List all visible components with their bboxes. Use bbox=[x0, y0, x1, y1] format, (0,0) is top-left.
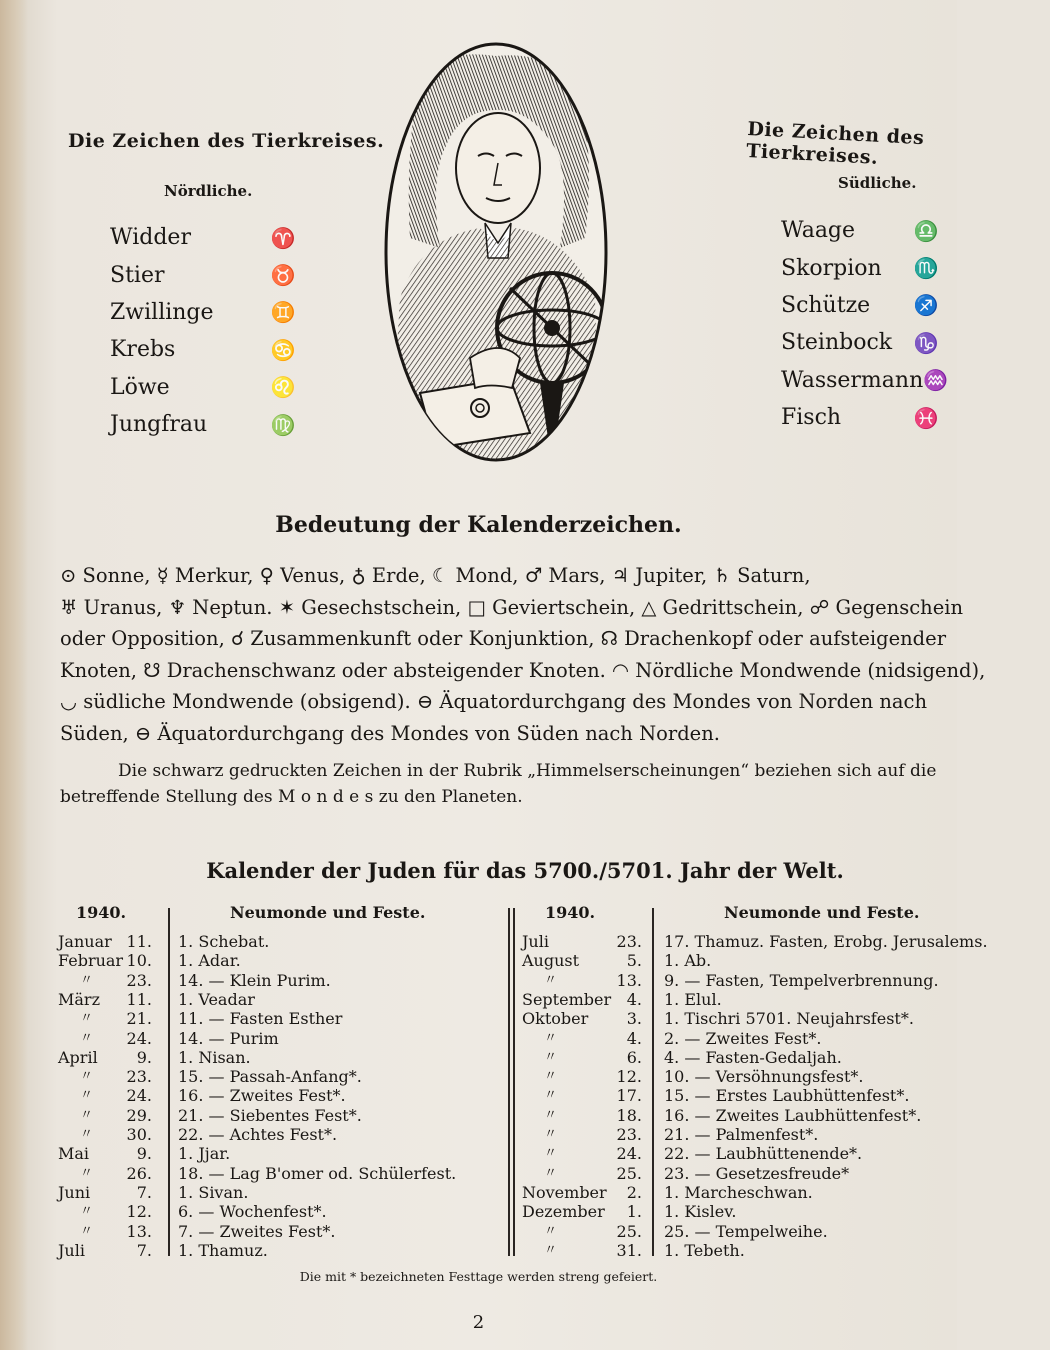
month: 〃 bbox=[80, 1127, 94, 1142]
zodiac-name: Krebs bbox=[110, 337, 176, 363]
zodiac-sign-icon: ♈ bbox=[270, 225, 296, 250]
zodiac-south-row bbox=[781, 362, 949, 399]
day: 17. bbox=[616, 1086, 642, 1106]
day: 23. bbox=[616, 932, 642, 951]
calendar-row bbox=[0, 1029, 957, 1048]
zodiac-name: Löwe bbox=[110, 374, 170, 400]
event: 1. Schebat. bbox=[178, 932, 270, 951]
zodiac-south-subtitle: Südliche. bbox=[838, 174, 917, 192]
day: 6. bbox=[626, 1047, 642, 1067]
month: Oktober bbox=[522, 1009, 589, 1029]
day: 9. bbox=[136, 1047, 152, 1067]
day: 12. bbox=[126, 1202, 152, 1222]
zodiac-sign-icon: ♎ bbox=[913, 218, 939, 243]
day: 2. bbox=[626, 1182, 642, 1202]
month: Juli bbox=[522, 932, 549, 951]
legend-line: ◡ südliche Mondwende (obsigend). ⊖ Äquatordurchgang des Mondes von Norden nach bbox=[60, 690, 928, 714]
zodiac-north-row bbox=[110, 369, 300, 406]
calendar-row bbox=[0, 990, 957, 1009]
day: 5. bbox=[626, 951, 642, 971]
day: 31. bbox=[616, 1240, 642, 1260]
calendar-row bbox=[0, 1241, 957, 1260]
month: Februar bbox=[58, 951, 124, 971]
zodiac-north-list bbox=[110, 219, 300, 443]
event: 16. — Zweites Fest*. bbox=[178, 1086, 346, 1106]
month: 〃 bbox=[544, 1242, 558, 1258]
day: 1. bbox=[626, 1202, 642, 1222]
zodiac-north-row bbox=[110, 294, 300, 331]
event: 1. Adar. bbox=[178, 951, 241, 971]
month: 〃 bbox=[80, 1088, 94, 1104]
month: März bbox=[58, 989, 100, 1009]
day: 10. bbox=[126, 951, 152, 971]
event: 1. Elul. bbox=[664, 989, 722, 1009]
day: 23. bbox=[616, 1125, 642, 1144]
day: 7. bbox=[136, 1182, 152, 1202]
zodiac-name: Skorpion bbox=[781, 255, 882, 281]
event: 2. — Zweites Fest*. bbox=[664, 1028, 822, 1048]
month: 〃 bbox=[544, 1049, 558, 1065]
day: 26. bbox=[126, 1163, 152, 1183]
day: 7. bbox=[136, 1240, 152, 1260]
legend-note-line: betreffende Stellung des M o n d e s zu den Planeten. bbox=[60, 787, 523, 807]
page-number: 2 bbox=[472, 1312, 485, 1333]
event: 1. Tebeth. bbox=[664, 1240, 745, 1260]
legend-line: Süden, ⊖ Äquatordurchgang des Mondes von Süden nach Norden. bbox=[60, 721, 720, 745]
calendar-row bbox=[0, 971, 957, 990]
month: 〃 bbox=[80, 1204, 94, 1220]
zodiac-north-row bbox=[110, 219, 300, 256]
month: 〃 bbox=[80, 1107, 94, 1123]
calendar-row bbox=[0, 1222, 957, 1241]
month: 〃 bbox=[80, 972, 94, 988]
event: 1. Thamuz. bbox=[178, 1240, 268, 1260]
event: 22. — Laubhüttenende*. bbox=[664, 1144, 863, 1164]
event: 21. — Siebentes Fest*. bbox=[178, 1105, 362, 1125]
zodiac-name: Schütze bbox=[781, 292, 871, 318]
legend-text bbox=[60, 560, 986, 750]
event: 4. — Fasten-Gedaljah. bbox=[664, 1047, 842, 1067]
zodiac-south-row bbox=[781, 249, 943, 286]
month: 〃 bbox=[80, 1069, 94, 1085]
month: 〃 bbox=[80, 1030, 94, 1046]
day: 11. bbox=[126, 989, 152, 1009]
event: 15. — Passah-Anfang*. bbox=[178, 1067, 362, 1087]
calendar-row bbox=[0, 1067, 957, 1086]
event: 22. — Achtes Fest*. bbox=[178, 1125, 338, 1144]
zodiac-sign-icon: ♓ bbox=[913, 405, 939, 430]
month: 〃 bbox=[544, 1146, 558, 1162]
event: 23. — Gesetzesfreude* bbox=[664, 1163, 850, 1183]
zodiac-north-subtitle: Nördliche. bbox=[164, 182, 253, 200]
legend-note-line: Die schwarz gedruckten Zeichen in der Rubrik „Himmelserscheinungen“ beziehen sich auf die bbox=[118, 761, 937, 781]
day: 29. bbox=[126, 1105, 152, 1125]
month: 〃 bbox=[544, 1088, 558, 1104]
calendar-row bbox=[0, 1125, 957, 1144]
left-year-header: 1940. bbox=[76, 903, 127, 922]
day: 25. bbox=[616, 1221, 642, 1241]
zodiac-name: Waage bbox=[781, 218, 856, 244]
legend-note bbox=[60, 758, 956, 810]
zodiac-sign-icon: ♌ bbox=[270, 375, 296, 400]
legend-line: ♅ Uranus, ♆ Neptun. ✶ Gesechstschein, □ Geviertschein, △ Gedrittschein, ☍ Gegenschein bbox=[60, 595, 964, 619]
right-events-header: Neumonde und Feste. bbox=[724, 903, 920, 922]
calendar-title: Kalender der Juden für das 5700./5701. Jahr der Welt. bbox=[206, 858, 844, 883]
legend-title: Bedeutung der Kalenderzeichen. bbox=[275, 512, 682, 538]
calendar-row bbox=[0, 1086, 957, 1105]
legend-line: ⊙ Sonne, ☿ Merkur, ♀ Venus, ♁ Erde, ☾ Mond, ♂ Mars, ♃ Jupiter, ♄ Saturn, bbox=[60, 564, 811, 587]
zodiac-south-row bbox=[781, 324, 943, 361]
event: 1. Nisan. bbox=[178, 1047, 251, 1067]
event: 1. Tischri 5701. Neujahrsfest*. bbox=[664, 1009, 914, 1029]
day: 30. bbox=[126, 1125, 152, 1144]
event: 1. Kislev. bbox=[664, 1202, 737, 1222]
month: Mai bbox=[58, 1144, 90, 1164]
calendar-row bbox=[0, 1164, 957, 1183]
month: 〃 bbox=[544, 1030, 558, 1046]
month: September bbox=[522, 989, 612, 1009]
zodiac-name: Widder bbox=[110, 225, 191, 251]
day: 24. bbox=[126, 1028, 152, 1048]
calendar-row bbox=[0, 1183, 957, 1202]
day: 3. bbox=[626, 1009, 642, 1029]
month: 〃 bbox=[544, 1223, 558, 1239]
day: 9. bbox=[136, 1144, 152, 1164]
zodiac-name: Jungfrau bbox=[110, 412, 208, 438]
event: 14. — Purim bbox=[178, 1028, 279, 1048]
calendar-row bbox=[0, 1144, 957, 1163]
day: 23. bbox=[126, 1067, 152, 1087]
event: 11. — Fasten Esther bbox=[178, 1009, 343, 1029]
zodiac-south-row bbox=[781, 212, 943, 249]
event: 1. Ab. bbox=[664, 951, 712, 971]
month: 〃 bbox=[544, 1127, 558, 1142]
month: Dezember bbox=[522, 1202, 605, 1222]
event: 1. Veadar bbox=[178, 989, 255, 1009]
event: 6. — Wochenfest*. bbox=[178, 1202, 327, 1222]
calendar-row bbox=[0, 1106, 957, 1125]
calendar-row bbox=[0, 932, 988, 951]
zodiac-south-row bbox=[781, 287, 943, 324]
zodiac-north-row bbox=[110, 406, 300, 443]
zodiac-name: Zwillinge bbox=[110, 299, 214, 325]
zodiac-sign-icon: ♐ bbox=[913, 293, 939, 318]
day: 12. bbox=[616, 1067, 642, 1087]
day: 11. bbox=[126, 932, 152, 951]
zodiac-sign-icon: ♊ bbox=[270, 300, 296, 325]
day: 4. bbox=[626, 989, 642, 1009]
day: 23. bbox=[126, 970, 152, 990]
event: 9. — Fasten, Tempelverbrennung. bbox=[664, 970, 939, 990]
zodiac-sign-icon: ♋ bbox=[270, 337, 296, 362]
day: 24. bbox=[126, 1086, 152, 1106]
calendar-row bbox=[0, 1048, 957, 1067]
day: 18. bbox=[616, 1105, 642, 1125]
event: 16. — Zweites Laubhüttenfest*. bbox=[664, 1105, 922, 1125]
event: 18. — Lag B'omer od. Schülerfest. bbox=[178, 1163, 457, 1183]
day: 4. bbox=[626, 1028, 642, 1048]
day: 13. bbox=[616, 970, 642, 990]
zodiac-sign-icon: ♍ bbox=[270, 412, 296, 437]
zodiac-sign-icon: ♑ bbox=[913, 330, 939, 355]
month: Januar bbox=[58, 932, 112, 951]
calendar-footnote: Die mit * bezeichneten Festtage werden streng gefeiert. bbox=[299, 1269, 658, 1284]
zodiac-name: Fisch bbox=[781, 405, 842, 431]
month: 〃 bbox=[80, 1223, 94, 1239]
event: 1. Sivan. bbox=[178, 1182, 249, 1202]
zodiac-south-row bbox=[781, 399, 943, 436]
event: 7. — Zweites Fest*. bbox=[178, 1221, 336, 1241]
zodiac-south-title: Die Zeichen des Tierkreises. bbox=[745, 118, 925, 169]
event: 10. — Versöhnungsfest*. bbox=[664, 1067, 864, 1087]
month: 〃 bbox=[544, 972, 558, 988]
left-events-header: Neumonde und Feste. bbox=[230, 903, 426, 922]
right-year-header: 1940. bbox=[545, 903, 596, 922]
month: Juli bbox=[58, 1240, 85, 1260]
day: 24. bbox=[616, 1144, 642, 1164]
day: 25. bbox=[616, 1163, 642, 1183]
zodiac-sign-icon: ♏ bbox=[913, 256, 939, 281]
legend-line: oder Opposition, ☌ Zusammenkunft oder Konjunktion, ☊ Drachenkopf oder aufsteigender bbox=[60, 627, 947, 651]
month: August bbox=[522, 951, 580, 971]
event: 1. Jjar. bbox=[178, 1144, 231, 1164]
month: 〃 bbox=[544, 1165, 558, 1181]
day: 21. bbox=[126, 1009, 152, 1029]
month: 〃 bbox=[80, 1011, 94, 1027]
event: 17. Thamuz. Fasten, Erobg. Jerusalems. bbox=[664, 932, 988, 951]
event: 1. Marcheschwan. bbox=[664, 1182, 813, 1202]
month: April bbox=[58, 1047, 98, 1067]
zodiac-sign-icon: ♉ bbox=[270, 263, 296, 288]
month: 〃 bbox=[544, 1069, 558, 1085]
event: 21. — Palmenfest*. bbox=[664, 1125, 819, 1144]
zodiac-sign-icon: ♒ bbox=[923, 368, 949, 393]
zodiac-name: Stier bbox=[110, 262, 165, 288]
event: 25. — Tempelweihe. bbox=[664, 1221, 828, 1241]
zodiac-north-title: Die Zeichen des Tierkreises. bbox=[68, 130, 385, 152]
calendar-row bbox=[0, 1009, 957, 1028]
zodiac-name: Steinbock bbox=[781, 330, 893, 356]
month: 〃 bbox=[80, 1165, 94, 1181]
calendar-row bbox=[0, 1202, 957, 1221]
zodiac-north-row bbox=[110, 256, 300, 293]
event: 14. — Klein Purim. bbox=[178, 970, 331, 990]
month: November bbox=[522, 1182, 607, 1202]
event: 15. — Erstes Laubhüttenfest*. bbox=[664, 1086, 910, 1106]
calendar-row bbox=[0, 951, 957, 970]
zodiac-south-list bbox=[781, 212, 949, 436]
zodiac-north-row bbox=[110, 331, 300, 368]
legend-line: Knoten, ☋ Drachenschwanz oder absteigender Knoten. ◠ Nördliche Mondwende (nidsigend), bbox=[60, 658, 986, 682]
month: Juni bbox=[58, 1182, 91, 1202]
day: 13. bbox=[126, 1221, 152, 1241]
zodiac-name: Wassermann bbox=[781, 367, 924, 393]
astronomer-portrait bbox=[380, 38, 612, 466]
month: 〃 bbox=[544, 1107, 558, 1123]
